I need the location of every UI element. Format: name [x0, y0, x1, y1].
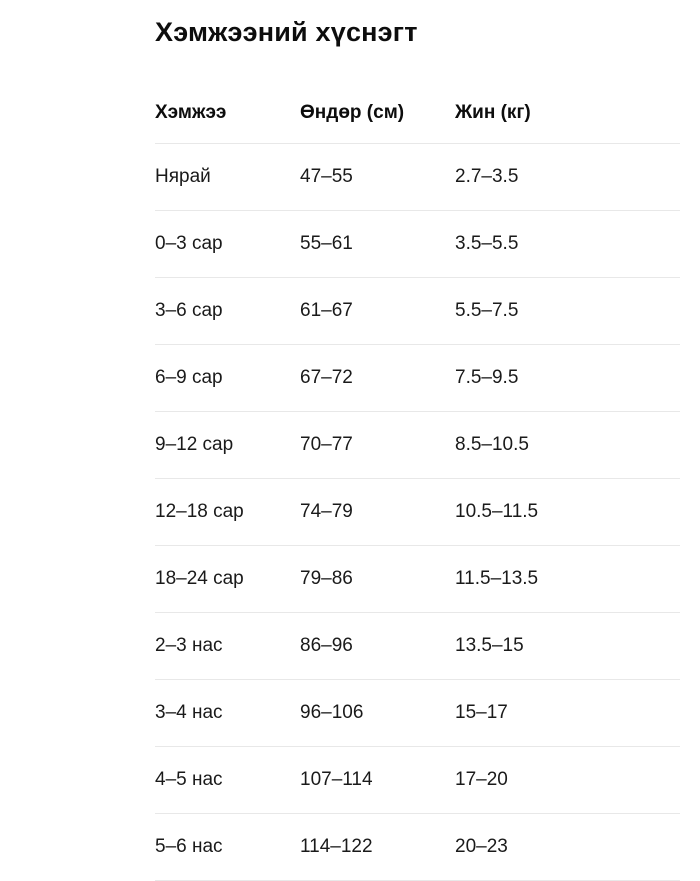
cell-height: 67–72 — [300, 367, 353, 389]
cell-size: Нярай — [155, 166, 211, 188]
size-chart-table — [0, 82, 700, 881]
cell-height: 114–122 — [300, 836, 373, 858]
cell-size: 5–6 нас — [155, 836, 223, 858]
cell-height: 47–55 — [300, 166, 353, 188]
cell-height: 96–106 — [300, 702, 364, 724]
cell-weight: 20–23 — [455, 836, 508, 858]
table-row — [155, 345, 680, 412]
cell-size: 3–6 сар — [155, 300, 223, 322]
column-header-weight: Жин (кг) — [455, 101, 531, 123]
page-title: Хэмжээний хүснэгт — [155, 17, 418, 47]
cell-weight: 8.5–10.5 — [455, 434, 529, 456]
cell-weight: 5.5–7.5 — [455, 300, 519, 322]
cell-height: 70–77 — [300, 434, 353, 456]
cell-height: 107–114 — [300, 769, 373, 791]
cell-size: 6–9 сар — [155, 367, 223, 389]
table-row — [155, 278, 680, 345]
cell-height: 55–61 — [300, 233, 353, 255]
table-row — [155, 144, 680, 211]
table-row — [155, 613, 680, 680]
cell-height: 79–86 — [300, 568, 353, 590]
column-header-size: Хэмжээ — [155, 101, 227, 123]
cell-weight: 11.5–13.5 — [455, 568, 539, 590]
cell-height: 61–67 — [300, 300, 353, 322]
cell-weight: 10.5–11.5 — [455, 501, 539, 523]
cell-size: 18–24 сар — [155, 568, 244, 590]
cell-height: 74–79 — [300, 501, 353, 523]
cell-size: 0–3 сар — [155, 233, 223, 255]
cell-size: 4–5 нас — [155, 769, 223, 791]
table-header-row — [155, 82, 680, 144]
cell-weight: 15–17 — [455, 702, 508, 724]
table-row — [155, 211, 680, 278]
table-row — [155, 814, 680, 881]
table-row — [155, 479, 680, 546]
cell-size: 12–18 сар — [155, 501, 244, 523]
table-row — [155, 747, 680, 814]
table-row — [155, 412, 680, 479]
cell-weight: 17–20 — [455, 769, 508, 791]
column-header-height: Өндөр (см) — [300, 101, 405, 123]
cell-size: 2–3 нас — [155, 635, 223, 657]
cell-size: 9–12 сар — [155, 434, 234, 456]
cell-weight: 7.5–9.5 — [455, 367, 519, 389]
cell-weight: 3.5–5.5 — [455, 233, 519, 255]
table-row — [155, 546, 680, 613]
cell-weight: 13.5–15 — [455, 635, 524, 657]
cell-weight: 2.7–3.5 — [455, 166, 519, 188]
cell-height: 86–96 — [300, 635, 353, 657]
cell-size: 3–4 нас — [155, 702, 223, 724]
table-row — [155, 680, 680, 747]
